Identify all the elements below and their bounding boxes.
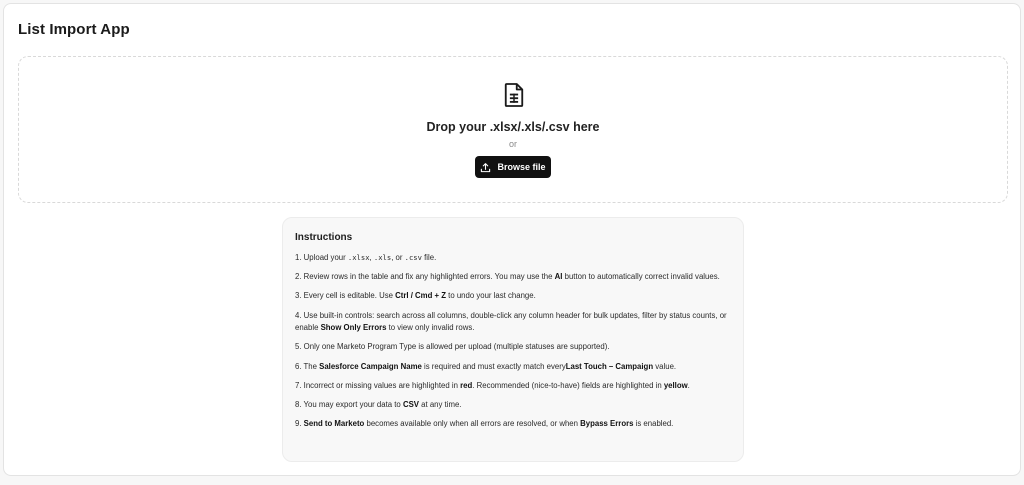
instruction-item: 3. Every cell is editable. Use Ctrl / Cmd + Z to undo your last change. <box>295 291 536 301</box>
instructions-title: Instructions <box>295 232 353 243</box>
browse-file-label: Browse file <box>497 162 546 172</box>
file-document-icon <box>503 82 525 108</box>
instruction-item: 4. Use built-in controls: search across all columns, double-click any column header for bulk updates, filter by status counts, or enable Show Only Errors to view only invalid rows. <box>295 310 727 333</box>
app-title: List Import App <box>18 21 130 38</box>
dropzone-or-text: or <box>508 139 517 149</box>
instruction-item: 1. Upload your .xlsx, .xls, or .csv file. <box>295 253 437 262</box>
browse-file-button[interactable] <box>475 156 551 178</box>
instruction-item: 7. Incorrect or missing values are highlighted in red. Recommended (nice-to-have) fields are highlighted in yellow. <box>295 380 690 390</box>
file-dropzone[interactable] <box>18 56 1008 203</box>
app-card <box>3 3 1021 476</box>
dropzone-prompt: Drop your .xlsx/.xls/.csv here <box>426 120 600 134</box>
instruction-item: 8. You may export your data to CSV at any time. <box>295 399 462 409</box>
instruction-item: 2. Review rows in the table and fix any highlighted errors. You may use the AI button to automatically correct invalid values. <box>295 272 720 282</box>
instruction-item: 6. The Salesforce Campaign Name is required and must exactly match everyLast Touch – Campaign value. <box>295 361 677 371</box>
instructions-list <box>295 252 731 431</box>
upload-icon <box>480 162 491 173</box>
instruction-item: 5. Only one Marketo Program Type is allowed per upload (multiple statuses are supported). <box>295 342 610 352</box>
instruction-item: 9. Send to Marketo becomes available only when all errors are resolved, or when Bypass Errors is enabled. <box>295 419 674 429</box>
instructions-panel <box>282 217 744 462</box>
